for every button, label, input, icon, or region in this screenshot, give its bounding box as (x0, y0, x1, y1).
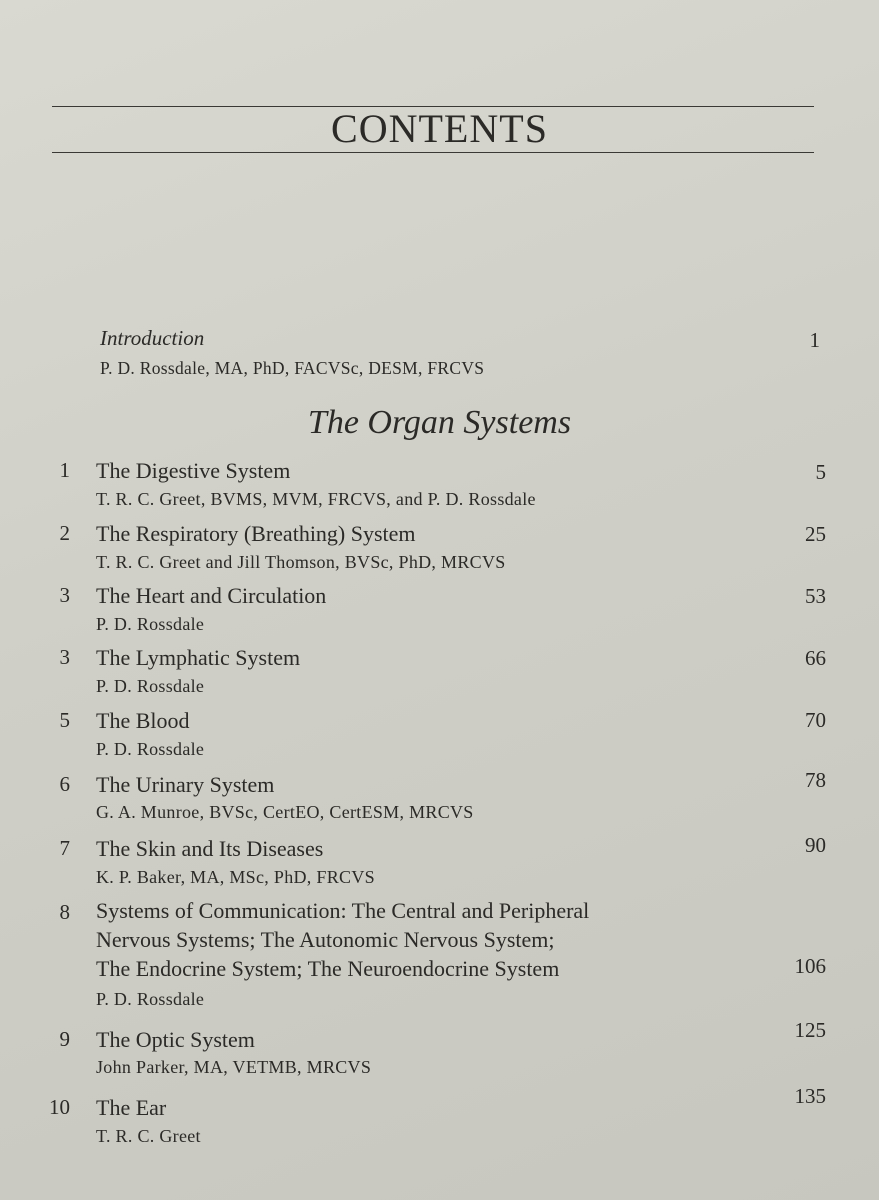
chapter-page-number: 125 (794, 1018, 826, 1042)
chapter-page-number: 106 (794, 954, 826, 978)
chapter-title: The Digestive System (96, 458, 291, 483)
introduction-author: P. D. Rossdale, MA, PhD, FACVSc, DESM, FRCVS (100, 358, 485, 378)
chapter-title: The Lymphatic System (96, 645, 301, 670)
chapter-title: The Skin and Its Diseases (96, 836, 324, 861)
section-heading: The Organ Systems (307, 404, 572, 441)
chapter-title: The Ear (96, 1095, 167, 1120)
chapter-title: The Heart and Circulation (96, 583, 327, 608)
chapter-number: 3 (59, 583, 70, 607)
chapter-title: The Respiratory (Breathing) System (96, 521, 416, 546)
chapter-author: T. R. C. Greet (96, 1126, 201, 1146)
chapter-author: P. D. Rossdale (96, 614, 205, 634)
page-title: CONTENTS (331, 106, 548, 151)
chapter-title: The Blood (96, 708, 190, 733)
chapter-author: John Parker, MA, VETMB, MRCVS (96, 1057, 372, 1077)
chapter-author: K. P. Baker, MA, MSc, PhD, FRCVS (96, 867, 375, 887)
chapter-author: G. A. Munroe, BVSc, CertEO, CertESM, MRCVS (96, 802, 474, 822)
chapter-number: 9 (59, 1027, 70, 1051)
chapter-title: The Urinary System (96, 772, 275, 797)
introduction-page-number: 1 (809, 328, 820, 352)
chapter-page-number: 66 (805, 646, 826, 670)
chapter-author: T. R. C. Greet and Jill Thomson, BVSc, PhD, MRCVS (96, 552, 506, 572)
chapter-page-number: 78 (805, 768, 826, 792)
chapter-page-number: 53 (805, 584, 826, 608)
chapter-title-line-2: Nervous Systems; The Autonomic Nervous System; (96, 927, 555, 952)
chapter-page-number: 25 (805, 522, 826, 546)
chapter-author: P. D. Rossdale (96, 676, 205, 696)
chapter-number: 3 (59, 645, 70, 669)
chapter-author: P. D. Rossdale (96, 989, 205, 1009)
chapter-page-number: 70 (805, 708, 826, 732)
chapter-page-number: 135 (794, 1084, 826, 1108)
chapter-title-line-1: Systems of Communication: The Central and Peripheral (96, 898, 590, 923)
chapter-number: 10 (49, 1095, 70, 1119)
chapter-number: 8 (59, 900, 70, 924)
chapter-author: P. D. Rossdale (96, 739, 205, 759)
chapter-page-number: 90 (805, 833, 826, 857)
chapter-number: 1 (59, 458, 70, 482)
chapter-number: 5 (59, 708, 70, 732)
heading-rule-bottom (52, 152, 814, 153)
chapter-number: 7 (59, 836, 70, 860)
chapter-title: The Optic System (96, 1027, 255, 1052)
chapter-page-number: 5 (815, 460, 826, 484)
chapter-title-line-3: The Endocrine System; The Neuroendocrine System (96, 956, 560, 981)
chapter-author: T. R. C. Greet, BVMS, MVM, FRCVS, and P. D. Rossdale (96, 489, 536, 509)
chapter-number: 2 (59, 521, 70, 545)
chapter-number: 6 (59, 772, 70, 796)
introduction-title: Introduction (100, 326, 205, 350)
